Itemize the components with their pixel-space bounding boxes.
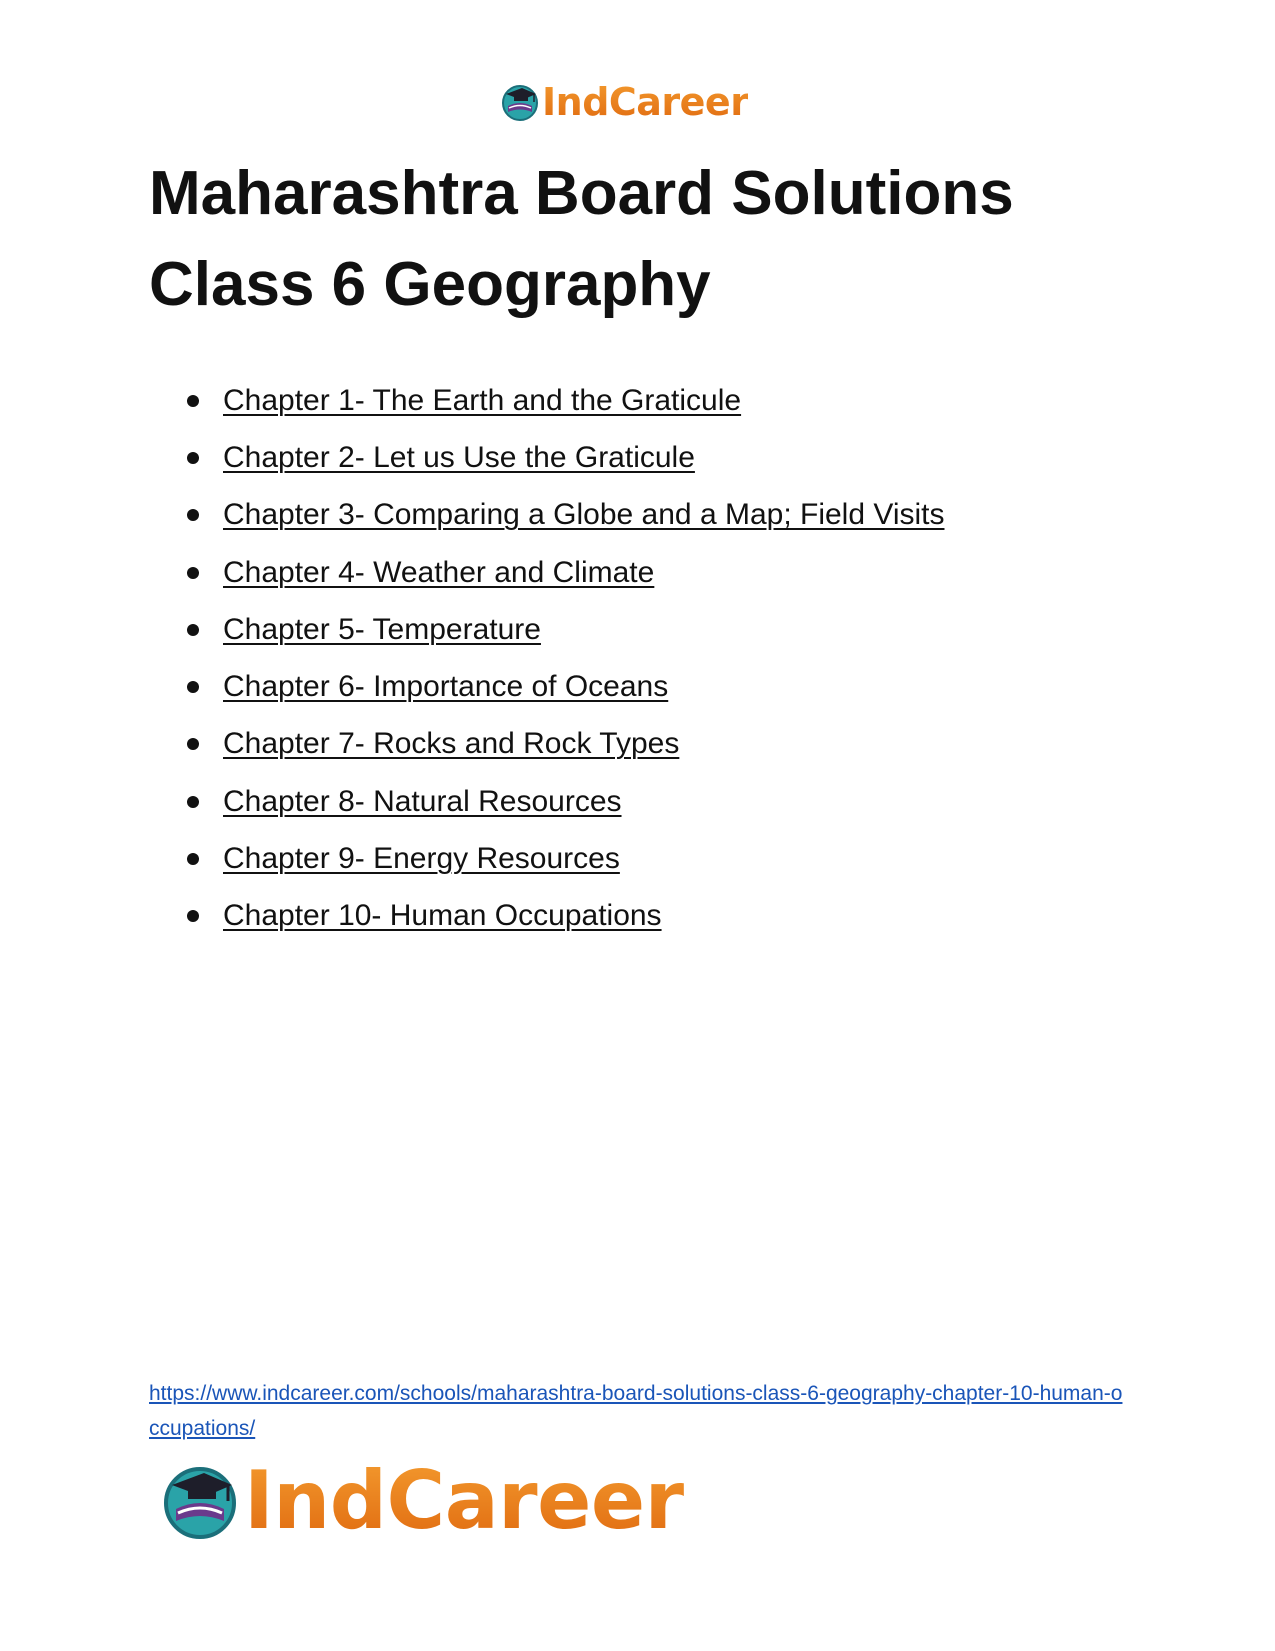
bullet-icon [187,738,199,750]
source-url-link[interactable]: https://www.indcareer.com/schools/maharashtra-board-solutions-class-6-geography-chapter-10-human-occupations/ [149,1382,1123,1440]
list-item [187,773,944,830]
list-item [187,601,944,658]
bullet-icon [187,681,199,693]
bullet-icon [187,853,199,865]
bullet-icon [187,509,199,521]
list-item [187,888,944,945]
bullet-icon [187,452,199,464]
page-title [149,148,1149,330]
chapter-link-9[interactable]: Chapter 9- Energy Resources [223,842,620,876]
list-item [187,372,944,429]
chapter-link-10[interactable]: Chapter 10- Human Occupations [223,899,662,933]
chapter-list [187,372,944,945]
header-logo [500,80,748,124]
list-item [187,716,944,773]
bullet-icon [187,624,199,636]
globe-graduation-cap-icon [160,1461,240,1541]
header-logo-text: IndCareer [542,80,749,124]
footer-logo [160,1456,684,1546]
bullet-icon [187,395,199,407]
globe-graduation-cap-icon [500,82,540,122]
chapter-link-3[interactable]: Chapter 3- Comparing a Globe and a Map; Field Visits [223,498,945,532]
list-item [187,658,944,715]
bullet-icon [187,567,199,579]
chapter-link-8[interactable]: Chapter 8- Natural Resources [223,784,622,818]
chapter-link-7[interactable]: Chapter 7- Rocks and Rock Types [223,727,680,761]
footer-logo-text: IndCareer [244,1454,684,1547]
chapter-link-4[interactable]: Chapter 4- Weather and Climate [223,555,655,589]
bullet-icon [187,796,199,808]
list-item [187,830,944,887]
list-item [187,544,944,601]
chapter-link-2[interactable]: Chapter 2- Let us Use the Graticule [223,440,695,474]
chapter-link-6[interactable]: Chapter 6- Importance of Oceans [223,670,669,704]
page-title-line-1: Maharashtra Board Solutions [149,159,1014,228]
chapter-link-5[interactable]: Chapter 5- Temperature [223,612,541,646]
page-title-line-2: Class 6 Geography [149,250,711,319]
list-item [187,429,944,486]
bullet-icon [187,910,199,922]
chapter-link-1[interactable]: Chapter 1- The Earth and the Graticule [223,383,742,417]
list-item [187,487,944,544]
